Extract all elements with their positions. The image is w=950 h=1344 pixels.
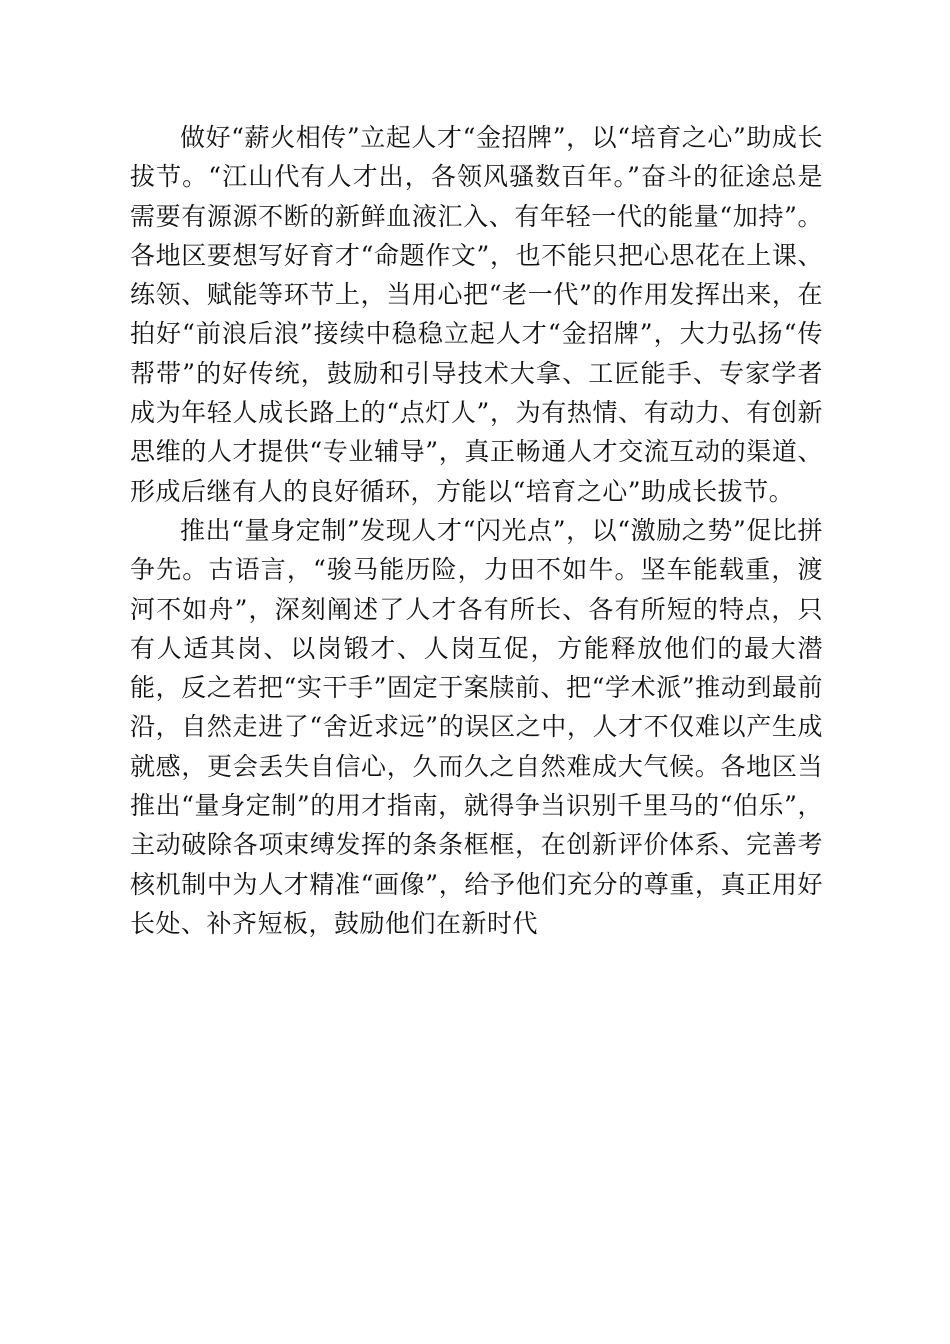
paragraph-talent-cultivation: 做好“薪火相传”立起人才“金招牌”，以“培育之心”助成长拔节。“江山代有人才出，各领风骚数百年。”奋斗的征途总是需要有源源不断的新鲜血液汇入、有年轻一代的能量“加持”。各地区要想写好育才“命题作文”，也不能只把心思花在上课、练领、赋能等环节上，当用心把“老一代”的作用发挥出来，在拍好“前浪后浪”接续中稳稳立起人才“金招牌”，大力弘扬“传帮带”的好传统，鼓励和引导技术大拿、工匠能手、专家学者成为年轻人成长路上的“点灯人”，为有热情、有动力、有创新思维的人才提供“专业辅导”，真正畅通人才交流互动的渠道、形成后继有人的良好循环，方能以“培育之心”助成长拔节。 — [130, 123, 823, 506]
paragraph-tailored-talent-use: 推出“量身定制”发现人才“闪光点”，以“激励之势”促比拼争先。古语言，“骏马能历险，力田不如牛。坚车能载重，渡河不如舟”，深刻阐述了人才各有所长、各有所短的特点，只有人适其岗、以岗锻才、人岗互促，方能释放他们的最大潜能，反之若把“实干手”固定于案牍前、把“学术派”推动到最前沿，自然走进了“舍近求远”的误区之中，人才不仅难以产生成就感，更会丢失自信心，久而久之自然难成大气候。各地区当推出“量身定制”的用才指南，就得争当识别千里马的“伯乐”，主动破除各项束缚发挥的条条框框，在创新评价体系、完善考核机制中为人才精准“画像”，给予他们充分的尊重，真正用好长处、补齐短板，鼓励他们在新时代 — [130, 515, 823, 938]
document-body — [130, 118, 823, 943]
